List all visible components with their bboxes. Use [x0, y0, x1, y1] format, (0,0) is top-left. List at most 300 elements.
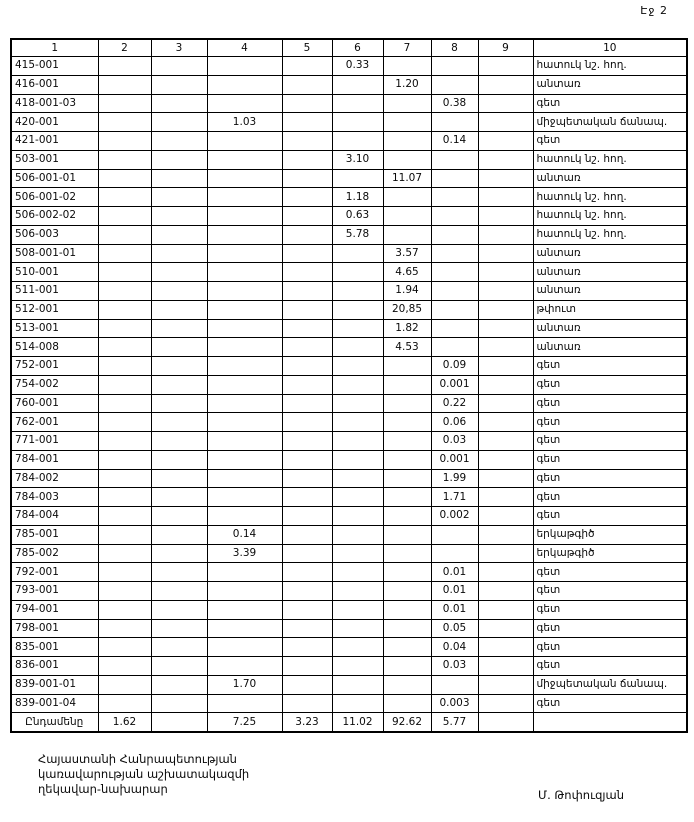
area-value-cell [383, 600, 431, 619]
area-value-cell [98, 207, 151, 226]
land-type-cell: գետ [533, 600, 687, 619]
area-value-cell: 11.02 [332, 713, 383, 733]
area-value-cell [98, 357, 151, 376]
area-value-cell [207, 600, 282, 619]
area-value-cell [332, 694, 383, 713]
area-value-cell [282, 244, 332, 263]
area-value-cell [282, 488, 332, 507]
area-value-cell [207, 57, 282, 76]
area-value-cell [151, 582, 207, 601]
area-value-cell [151, 600, 207, 619]
area-value-cell: 0.001 [431, 450, 478, 469]
area-value-cell [478, 525, 533, 544]
area-value-cell [332, 450, 383, 469]
column-header-7: 7 [383, 39, 431, 57]
area-value-cell [207, 450, 282, 469]
land-type-cell: միջպետական ճանապ. [533, 113, 687, 132]
area-value-cell: 0.01 [431, 600, 478, 619]
area-value-cell [282, 469, 332, 488]
land-type-cell: գետ [533, 432, 687, 451]
area-value-cell [98, 619, 151, 638]
area-value-cell [98, 113, 151, 132]
area-value-cell: 3.39 [207, 544, 282, 563]
area-value-cell [383, 675, 431, 694]
area-value-cell [332, 282, 383, 301]
area-value-cell [478, 375, 533, 394]
area-value-cell [478, 94, 533, 113]
area-value-cell: 5.77 [431, 713, 478, 733]
area-value-cell [151, 263, 207, 282]
area-value-cell [383, 488, 431, 507]
area-value-cell [478, 244, 533, 263]
column-header-6: 6 [332, 39, 383, 57]
table-row [11, 357, 687, 376]
parcel-code-cell: 511-001 [11, 282, 98, 301]
area-value-cell [383, 375, 431, 394]
area-value-cell: 4.53 [383, 338, 431, 357]
total-row [11, 713, 687, 733]
area-value-cell [98, 657, 151, 676]
area-value-cell [207, 244, 282, 263]
land-type-cell: գետ [533, 469, 687, 488]
area-value-cell [332, 488, 383, 507]
table-row [11, 169, 687, 188]
column-header-9: 9 [478, 39, 533, 57]
area-value-cell [431, 525, 478, 544]
area-value-cell [478, 75, 533, 94]
area-value-cell [98, 75, 151, 94]
parcel-code-cell: 785-001 [11, 525, 98, 544]
area-value-cell [151, 507, 207, 526]
area-value-cell [151, 432, 207, 451]
table-row [11, 338, 687, 357]
table-row [11, 300, 687, 319]
area-value-cell [98, 169, 151, 188]
area-value-cell [98, 563, 151, 582]
area-value-cell [151, 525, 207, 544]
area-value-cell [282, 357, 332, 376]
area-value-cell [383, 544, 431, 563]
area-value-cell [478, 675, 533, 694]
area-value-cell [151, 225, 207, 244]
area-value-cell [332, 113, 383, 132]
area-value-cell [383, 413, 431, 432]
parcel-code-cell: 760-001 [11, 394, 98, 413]
area-value-cell: 1.71 [431, 488, 478, 507]
area-value-cell [383, 394, 431, 413]
area-value-cell [332, 563, 383, 582]
parcel-code-cell: 512-001 [11, 300, 98, 319]
area-value-cell [478, 113, 533, 132]
area-value-cell: 0.14 [431, 132, 478, 151]
area-value-cell [282, 75, 332, 94]
land-type-cell: գետ [533, 638, 687, 657]
area-value-cell [478, 207, 533, 226]
area-value-cell [383, 432, 431, 451]
land-type-cell: գետ [533, 694, 687, 713]
parcel-code-cell: 510-001 [11, 263, 98, 282]
land-type-cell: անտառ [533, 282, 687, 301]
area-value-cell [207, 338, 282, 357]
land-type-cell: երկաթգիծ [533, 525, 687, 544]
area-value-cell: 20,85 [383, 300, 431, 319]
area-value-cell [383, 638, 431, 657]
area-value-cell [431, 150, 478, 169]
parcel-code-cell: 508-001-01 [11, 244, 98, 263]
parcel-code-cell: 506-001-01 [11, 169, 98, 188]
area-value-cell [332, 132, 383, 151]
parcel-code-cell: 839-001-04 [11, 694, 98, 713]
parcel-code-cell: 836-001 [11, 657, 98, 676]
parcel-code-cell: 835-001 [11, 638, 98, 657]
area-value-cell [207, 638, 282, 657]
area-value-cell: 0.04 [431, 638, 478, 657]
parcel-code-cell: 785-002 [11, 544, 98, 563]
header-row [11, 39, 687, 57]
area-value-cell [151, 544, 207, 563]
area-value-cell [431, 282, 478, 301]
table-row [11, 694, 687, 713]
parcel-code-cell: 839-001-01 [11, 675, 98, 694]
table-row [11, 319, 687, 338]
area-value-cell [332, 357, 383, 376]
area-value-cell [383, 563, 431, 582]
area-value-cell: 0.01 [431, 563, 478, 582]
table-row [11, 244, 687, 263]
table-row [11, 525, 687, 544]
area-value-cell: 1.03 [207, 113, 282, 132]
area-value-cell [478, 319, 533, 338]
area-value-cell [282, 150, 332, 169]
area-value-cell [332, 469, 383, 488]
table-row [11, 563, 687, 582]
area-value-cell [478, 450, 533, 469]
area-value-cell [282, 657, 332, 676]
area-value-cell [478, 225, 533, 244]
signatory-title-block [38, 752, 249, 797]
parcel-code-cell: 506-001-02 [11, 188, 98, 207]
area-value-cell [383, 657, 431, 676]
table-row [11, 113, 687, 132]
table-row [11, 638, 687, 657]
area-value-cell [383, 525, 431, 544]
area-value-cell [282, 319, 332, 338]
area-value-cell [431, 675, 478, 694]
area-value-cell [431, 300, 478, 319]
area-value-cell [478, 394, 533, 413]
area-value-cell: 0.09 [431, 357, 478, 376]
area-value-cell: 0.003 [431, 694, 478, 713]
area-value-cell [151, 113, 207, 132]
area-value-cell [383, 225, 431, 244]
area-value-cell [282, 413, 332, 432]
area-value-cell [207, 582, 282, 601]
area-value-cell [151, 207, 207, 226]
area-value-cell [383, 94, 431, 113]
area-value-cell [98, 525, 151, 544]
column-header-8: 8 [431, 39, 478, 57]
area-value-cell [98, 638, 151, 657]
area-value-cell [478, 488, 533, 507]
area-value-cell: 5.78 [332, 225, 383, 244]
area-value-cell [207, 319, 282, 338]
area-value-cell [207, 619, 282, 638]
parcel-code-cell: 513-001 [11, 319, 98, 338]
area-value-cell [282, 169, 332, 188]
parcel-code-cell: 420-001 [11, 113, 98, 132]
area-value-cell [282, 57, 332, 76]
area-value-cell [151, 75, 207, 94]
area-value-cell: 1.18 [332, 188, 383, 207]
table-row [11, 188, 687, 207]
area-value-cell: 0.01 [431, 582, 478, 601]
area-value-cell [98, 319, 151, 338]
area-value-cell [207, 300, 282, 319]
area-value-cell [98, 488, 151, 507]
area-value-cell [207, 488, 282, 507]
parcel-code-cell: 503-001 [11, 150, 98, 169]
table-row [11, 582, 687, 601]
area-value-cell: 11.07 [383, 169, 431, 188]
area-value-cell [98, 263, 151, 282]
area-value-cell [282, 132, 332, 151]
area-value-cell: 92.62 [383, 713, 431, 733]
parcel-code-cell: 416-001 [11, 75, 98, 94]
area-value-cell [332, 319, 383, 338]
table-row [11, 394, 687, 413]
area-value-cell [98, 544, 151, 563]
area-value-cell [431, 244, 478, 263]
area-value-cell [98, 338, 151, 357]
area-value-cell [332, 525, 383, 544]
area-value-cell: 1.99 [431, 469, 478, 488]
area-value-cell [431, 113, 478, 132]
area-value-cell: 0.03 [431, 432, 478, 451]
parcel-code-cell: 798-001 [11, 619, 98, 638]
area-value-cell [431, 57, 478, 76]
area-value-cell [151, 375, 207, 394]
table-body [11, 57, 687, 733]
column-header-2: 2 [98, 39, 151, 57]
area-value-cell [332, 675, 383, 694]
area-value-cell [282, 619, 332, 638]
area-value-cell [332, 169, 383, 188]
land-type-cell: անտառ [533, 263, 687, 282]
area-value-cell [478, 413, 533, 432]
area-value-cell [431, 169, 478, 188]
area-value-cell [151, 244, 207, 263]
area-value-cell: 0.06 [431, 413, 478, 432]
area-value-cell [151, 657, 207, 676]
parcel-code-cell: 771-001 [11, 432, 98, 451]
area-value-cell [207, 469, 282, 488]
area-value-cell [151, 619, 207, 638]
area-value-cell [383, 357, 431, 376]
area-value-cell: 0.38 [431, 94, 478, 113]
area-value-cell [383, 450, 431, 469]
area-value-cell: 0.22 [431, 394, 478, 413]
land-type-cell: անտառ [533, 338, 687, 357]
area-value-cell [478, 150, 533, 169]
table-row [11, 132, 687, 151]
area-value-cell [98, 57, 151, 76]
area-value-cell [207, 413, 282, 432]
land-type-cell: անտառ [533, 169, 687, 188]
area-value-cell [207, 150, 282, 169]
area-value-cell [151, 57, 207, 76]
area-value-cell [431, 319, 478, 338]
page-number-label: Էջ 2 [640, 4, 668, 17]
area-value-cell [478, 582, 533, 601]
table-row [11, 75, 687, 94]
land-type-cell: գետ [533, 94, 687, 113]
area-value-cell [383, 57, 431, 76]
area-value-cell [207, 694, 282, 713]
area-value-cell [151, 169, 207, 188]
area-value-cell [332, 300, 383, 319]
area-value-cell [332, 244, 383, 263]
area-value-cell [332, 582, 383, 601]
area-value-cell [207, 207, 282, 226]
area-value-cell [151, 413, 207, 432]
area-value-cell [478, 432, 533, 451]
area-value-cell [282, 563, 332, 582]
area-value-cell [282, 432, 332, 451]
area-value-cell [98, 600, 151, 619]
parcel-code-cell: 752-001 [11, 357, 98, 376]
parcel-code-cell: 514-008 [11, 338, 98, 357]
area-value-cell [282, 338, 332, 357]
area-value-cell [207, 357, 282, 376]
area-value-cell: 4.65 [383, 263, 431, 282]
area-value-cell [383, 207, 431, 226]
area-value-cell [98, 450, 151, 469]
area-value-cell [98, 432, 151, 451]
table-row [11, 488, 687, 507]
area-value-cell [151, 694, 207, 713]
area-value-cell [207, 225, 282, 244]
area-value-cell [207, 657, 282, 676]
area-value-cell [478, 188, 533, 207]
area-value-cell [207, 563, 282, 582]
area-value-cell [431, 207, 478, 226]
area-value-cell [151, 319, 207, 338]
area-value-cell [332, 375, 383, 394]
area-value-cell [282, 638, 332, 657]
area-value-cell [431, 338, 478, 357]
table-row [11, 150, 687, 169]
land-type-cell: հատուկ նշ. հող. [533, 150, 687, 169]
area-value-cell [478, 638, 533, 657]
area-value-cell [332, 263, 383, 282]
area-value-cell [332, 432, 383, 451]
area-value-cell [151, 150, 207, 169]
table-row [11, 675, 687, 694]
area-value-cell [98, 507, 151, 526]
land-type-cell: հատուկ նշ. հող. [533, 207, 687, 226]
area-value-cell [332, 413, 383, 432]
area-value-cell: 0.05 [431, 619, 478, 638]
area-value-cell [151, 638, 207, 657]
area-value-cell [383, 507, 431, 526]
area-value-cell [98, 244, 151, 263]
total-label-cell: Ընդամենը [11, 713, 98, 733]
area-value-cell [332, 507, 383, 526]
area-value-cell [383, 694, 431, 713]
area-value-cell [431, 544, 478, 563]
table-row [11, 413, 687, 432]
land-type-cell: գետ [533, 394, 687, 413]
column-header-3: 3 [151, 39, 207, 57]
table-row [11, 263, 687, 282]
area-value-cell [282, 394, 332, 413]
parcel-code-cell: 784-001 [11, 450, 98, 469]
table-row [11, 507, 687, 526]
area-value-cell [98, 300, 151, 319]
area-value-cell [332, 394, 383, 413]
area-value-cell [478, 338, 533, 357]
area-value-cell [98, 282, 151, 301]
table-row [11, 619, 687, 638]
area-value-cell [151, 713, 207, 733]
area-value-cell [282, 525, 332, 544]
area-value-cell: 0.63 [332, 207, 383, 226]
land-type-cell: գետ [533, 657, 687, 676]
table-row [11, 94, 687, 113]
area-value-cell [207, 394, 282, 413]
area-value-cell: 0.14 [207, 525, 282, 544]
column-header-4: 4 [207, 39, 282, 57]
area-value-cell [431, 188, 478, 207]
area-value-cell [383, 150, 431, 169]
parcel-code-cell: 794-001 [11, 600, 98, 619]
area-value-cell: 1.70 [207, 675, 282, 694]
area-value-cell [282, 600, 332, 619]
land-type-cell: երկաթգիծ [533, 544, 687, 563]
area-value-cell [282, 113, 332, 132]
area-value-cell: 0.001 [431, 375, 478, 394]
area-value-cell [151, 338, 207, 357]
parcel-code-cell: 421-001 [11, 132, 98, 151]
area-value-cell [383, 469, 431, 488]
signatory-name: Մ. Թոփուզյան [538, 788, 624, 802]
area-value-cell [98, 188, 151, 207]
area-value-cell [151, 394, 207, 413]
area-value-cell [151, 488, 207, 507]
area-value-cell [151, 450, 207, 469]
area-value-cell: 1.20 [383, 75, 431, 94]
land-type-cell: գետ [533, 357, 687, 376]
table-row [11, 544, 687, 563]
area-value-cell [282, 375, 332, 394]
land-type-cell: անտառ [533, 75, 687, 94]
land-type-cell: գետ [533, 619, 687, 638]
area-value-cell [431, 225, 478, 244]
area-value-cell [383, 132, 431, 151]
area-value-cell [207, 169, 282, 188]
table-row [11, 207, 687, 226]
area-value-cell [431, 263, 478, 282]
area-value-cell [207, 188, 282, 207]
area-value-cell [431, 75, 478, 94]
area-value-cell [332, 619, 383, 638]
area-value-cell [282, 207, 332, 226]
land-type-cell: հատուկ նշ. հող. [533, 225, 687, 244]
area-value-cell: 1.94 [383, 282, 431, 301]
parcel-code-cell: 784-003 [11, 488, 98, 507]
area-value-cell [151, 282, 207, 301]
area-value-cell [478, 169, 533, 188]
